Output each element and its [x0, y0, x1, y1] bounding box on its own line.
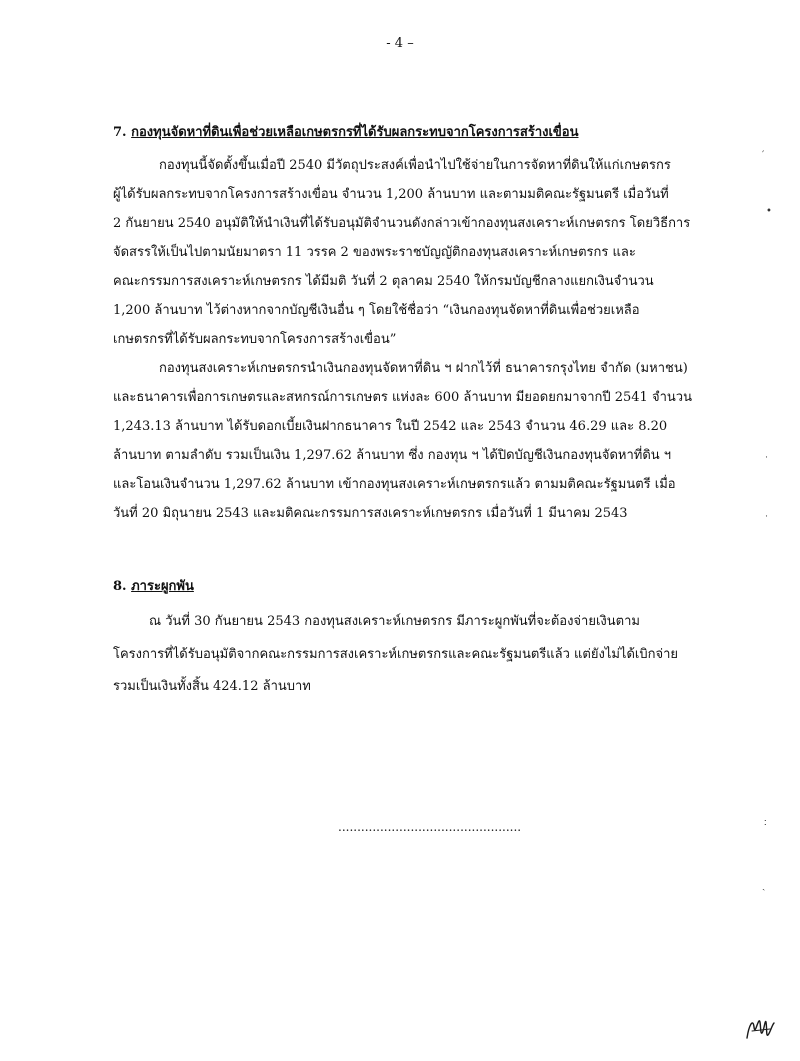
- section-8: [113, 578, 773, 704]
- paragraph-line: คณะกรรมการสงเคราะห์เกษตรกร ได้มีมติ วันที่ 2 ตุลาคม 2540 ให้กรมบัญชีกลางแยกเงินจำนวน: [113, 274, 654, 289]
- paragraph-line: กองทุนสงเคราะห์เกษตรกรนำเงินกองทุนจัดหาที่ดิน ฯ ฝากไว้ที่ ธนาคารกรุงไทย จำกัด (มหาชน): [159, 361, 688, 376]
- handwritten-initials-signature: [744, 1013, 778, 1047]
- paragraph-line: จัดสรรให้เป็นไปตามนัยมาตรา 11 วรรค 2 ของพระราชบัญญัติกองทุนสงเคราะห์เกษตรกร และ: [113, 245, 636, 260]
- paragraph-line: 2 กันยายน 2540 อนุมัติให้นำเงินที่ได้รับอนุมัติจำนวนดังกล่าวเข้ากองทุนสงเคราะห์เกษตรกร โดยวิธีการ: [113, 216, 691, 231]
- section-8-paragraph-1: [113, 606, 773, 704]
- section-8-heading: [113, 578, 773, 596]
- paragraph-line: วันที่ 20 มิถุนายน 2543 และมติคณะกรรมการสงเคราะห์เกษตรกร เมื่อวันที่ 1 มีนาคม 2543: [113, 506, 628, 521]
- scan-speck: •: [766, 206, 772, 217]
- page-number: - 4 –: [386, 36, 414, 51]
- scan-speck: ∶: [764, 818, 767, 829]
- section-8-title: ภาระผูกพัน: [131, 579, 194, 594]
- section-8-number: 8.: [113, 579, 127, 594]
- end-of-content-marker: ................................................: [338, 820, 522, 834]
- paragraph-line: ผู้ได้รับผลกระทบจากโครงการสร้างเขื่อน จำนวน 1,200 ล้านบาท และตามมติคณะรัฐมนตรี เมื่อวันที่: [113, 187, 669, 202]
- paragraph-line: และธนาคารเพื่อการเกษตรและสหกรณ์การเกษตร แห่งละ 600 ล้านบาท มียอดยกมาจากปี 2541 จำนวน: [113, 390, 692, 405]
- section-7-paragraph-1: [113, 151, 773, 354]
- section-7-heading: [113, 124, 773, 142]
- scan-speck: ˙: [764, 456, 769, 467]
- paragraph-line: 1,243.13 ล้านบาท ได้รับดอกเบี้ยเงินฝากธนาคาร ในปี 2542 และ 2543 จำนวน 46.29 และ 8.20: [113, 419, 668, 434]
- paragraph-line: โครงการที่ได้รับอนุมัติจากคณะกรรมการสงเคราะห์เกษตรกรและคณะรัฐมนตรีแล้ว แต่ยังไม่ได้เบิกจ่าย: [113, 646, 679, 662]
- scan-speck: ′: [762, 150, 765, 161]
- paragraph-line: ณ วันที่ 30 กันยายน 2543 กองทุนสงเคราะห์เกษตรกร มีภาระผูกพันที่จะต้องจ่ายเงินตาม: [149, 614, 640, 629]
- paragraph-line: 1,200 ล้านบาท ไว้ต่างหากจากบัญชีเงินอื่น ๆ โดยใช้ชื่อว่า “เงินกองทุนจัดหาที่ดินเพื่อช่วยเหลือ: [113, 303, 640, 318]
- scan-speck: ˙: [764, 515, 769, 526]
- section-7-paragraph-2: [113, 354, 773, 528]
- paragraph-line: กองทุนนี้จัดตั้งขึ้นเมื่อปี 2540 มีวัตถุประสงค์เพื่อนำไปใช้จ่ายในการจัดหาที่ดินให้แก่เกษตรกร: [159, 158, 671, 173]
- scan-speck: ˎ: [762, 880, 766, 891]
- section-7: [113, 124, 773, 528]
- paragraph-line: ล้านบาท ตามลำดับ รวมเป็นเงิน 1,297.62 ล้านบาท ซึ่ง กองทุน ฯ ได้ปิดบัญชีเงินกองทุนจัดหาที่ดิน ฯ: [113, 448, 672, 463]
- section-7-number: 7.: [113, 125, 127, 140]
- paragraph-line: และโอนเงินจำนวน 1,297.62 ล้านบาท เข้ากองทุนสงเคราะห์เกษตรกรแล้ว ตามมติคณะรัฐมนตรี เมื่อ: [113, 477, 676, 492]
- paragraph-line: เกษตรกรที่ได้รับผลกระทบจากโครงการสร้างเขื่อน”: [113, 332, 397, 347]
- section-7-title: กองทุนจัดหาที่ดินเพื่อช่วยเหลือเกษตรกรที่ได้รับผลกระทบจากโครงการสร้างเขื่อน: [131, 125, 579, 140]
- paragraph-line: รวมเป็นเงินทั้งสิ้น 424.12 ล้านบาท: [113, 679, 311, 694]
